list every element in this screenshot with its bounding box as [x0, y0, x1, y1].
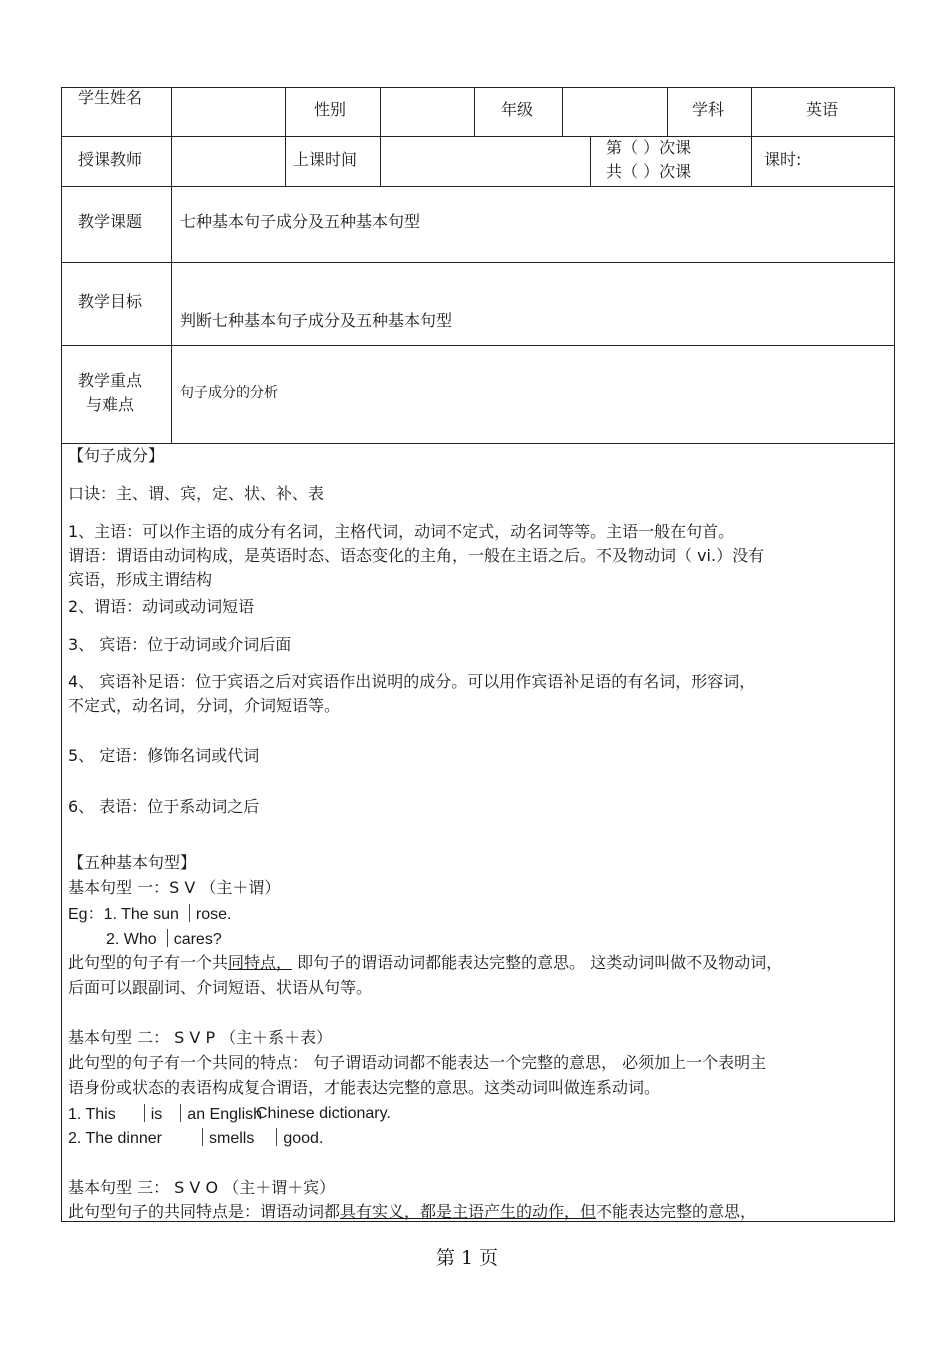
- item-predicative: 6、 表语：位于系动词之后: [68, 797, 260, 816]
- desc-text: 不能表达完整的意思，: [596, 1202, 757, 1221]
- separator: [276, 1128, 277, 1146]
- predicate-desc: 谓语：谓语由动词构成，是英语时态、语态变化的主角，一般在主语之后。不及物动词（ vi.）没有: [68, 546, 765, 565]
- col-divider: [590, 136, 591, 186]
- predicate-desc-cont: 宾语，形成主谓结构: [68, 570, 213, 589]
- example-text: Eg：1. The sun: [68, 906, 179, 923]
- col-divider: [474, 87, 475, 136]
- focus-value: 句子成分的分析: [180, 385, 278, 401]
- desc-text: 即句子的谓语动词都能表达完整的意思。 这类动词叫做不及物动词，: [292, 953, 783, 972]
- example-text: is: [150, 1106, 163, 1123]
- pattern-3-title: 基本句型 三： S V O （主＋谓＋宾）: [68, 1178, 336, 1197]
- separator: [167, 929, 168, 947]
- row-divider: [61, 262, 895, 263]
- focus-label: 教学重点: [78, 371, 143, 390]
- subject-label: 学科: [692, 100, 725, 119]
- teacher-label: 授课教师: [78, 150, 143, 169]
- item-complement: 4、 宾语补足语：位于宾语之后对宾语作出说明的成分。可以用作宾语补足语的有名词，形容词，: [68, 672, 756, 691]
- desc-text: 此句型句子的共同特点是：谓语动词都: [68, 1202, 341, 1221]
- row-divider: [61, 345, 895, 346]
- pattern-2-example-overlap: Chinese dictionary.: [256, 1105, 391, 1122]
- lesson-total: 共（ ）次课: [606, 162, 692, 181]
- pattern-1-example-1: [68, 904, 231, 925]
- grade-label: 年级: [501, 100, 534, 119]
- components-heading: 【句子成分】: [68, 446, 165, 465]
- row-divider: [61, 186, 895, 187]
- patterns-heading: 【五种基本句型】: [68, 853, 197, 872]
- pattern-1-desc-cont: 后面可以跟副词、介词短语、状语从句等。: [68, 978, 373, 997]
- pattern-2-title: 基本句型 二： S V P （主＋系＋表）: [68, 1028, 333, 1047]
- topic-label: 教学课题: [78, 212, 143, 231]
- row-divider: [61, 443, 895, 444]
- goal-label: 教学目标: [78, 292, 143, 311]
- col-divider: [380, 87, 381, 186]
- pattern-1-example-2: [106, 929, 222, 950]
- gender-label: 性别: [314, 100, 347, 119]
- example-text: 1. This: [68, 1106, 116, 1123]
- separator: [189, 904, 190, 922]
- pattern-2-example-1: [68, 1104, 262, 1125]
- pattern-2-desc: 此句型的句子有一个共同的特点： 句子谓语动词都不能表达一个完整的意思， 必须加上一个表明主: [68, 1053, 767, 1072]
- lesson-nth: 第（ ）次课: [606, 138, 692, 157]
- pattern-1-title: 基本句型 一：S V （主＋谓）: [68, 878, 281, 897]
- item-predicate: 2、谓语：动词或动词短语: [68, 597, 255, 616]
- student-name-label: 学生姓名: [78, 88, 143, 107]
- pattern-2-desc-cont: 语身份或状态的表语构成复合谓语，才能表达完整的意思。这类动词叫做连系动词。: [68, 1078, 661, 1097]
- item-object: 3、 宾语：位于动词或介词后面: [68, 635, 292, 654]
- col-divider: [562, 87, 563, 136]
- desc-underlined: 具有实义，都是主语产生的动作，但: [340, 1202, 597, 1221]
- example-text: rose.: [195, 906, 232, 923]
- desc-underlined: 同特点，: [228, 953, 293, 972]
- example-text: an English: [187, 1106, 263, 1123]
- item-attribute: 5、 定语：修饰名词或代词: [68, 746, 260, 765]
- desc-text: 此句型的句子有一个共: [68, 953, 229, 972]
- class-time-label: 上课时间: [293, 150, 358, 169]
- pattern-2-example-2: [68, 1128, 323, 1149]
- separator: [144, 1104, 145, 1122]
- pattern-1-desc: [68, 953, 782, 973]
- item-subject: 1、主语：可以作主语的成分有名词，主格代词，动词不定式，动名词等等。主语一般在句首。: [68, 522, 735, 541]
- row-divider: [61, 136, 895, 137]
- pattern-3-desc: [68, 1202, 756, 1222]
- example-text: 2. Who: [106, 931, 157, 948]
- subject-value: 英语: [806, 100, 839, 119]
- example-text: 2. The dinner: [68, 1130, 162, 1147]
- goal-value: 判断七种基本句子成分及五种基本句型: [180, 311, 453, 330]
- col-divider: [667, 87, 668, 136]
- hours-label: 课时:: [764, 150, 802, 169]
- mnemonic: 口诀：主、谓、宾，定、状、补、表: [68, 484, 325, 503]
- topic-value: 七种基本句子成分及五种基本句型: [180, 212, 421, 231]
- separator: [202, 1128, 203, 1146]
- col-divider: [751, 87, 752, 186]
- focus-label-2: 与难点: [86, 395, 135, 414]
- col-divider: [171, 87, 172, 443]
- col-divider: [285, 87, 286, 186]
- item-complement-cont: 不定式，动名词，分词，介词短语等。: [68, 696, 341, 715]
- page-number: 第 1 页: [436, 1247, 499, 1269]
- example-text: good.: [283, 1130, 324, 1147]
- example-text: cares?: [173, 931, 222, 948]
- example-text: smells: [209, 1130, 255, 1147]
- separator: [180, 1104, 181, 1122]
